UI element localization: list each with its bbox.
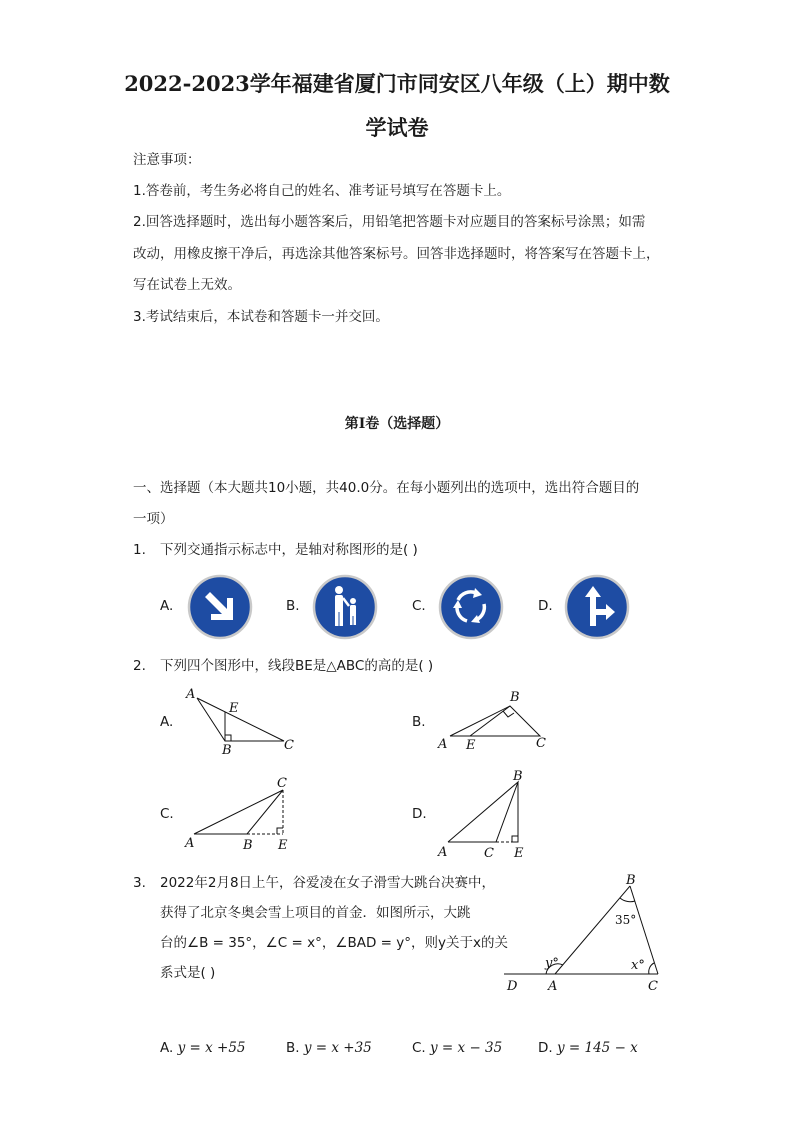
- q3-option-a: [160, 1040, 246, 1056]
- q3-option-b: [286, 1040, 372, 1056]
- notice-item-3: 3.考试结束后，本试卷和答题卡一并交回。: [133, 309, 389, 325]
- q2-figure-c: [180, 774, 310, 854]
- label-a: A: [438, 737, 448, 752]
- page-title: 2022-2023学年福建省厦门市同安区八年级（上）期中数: [124, 71, 670, 96]
- q3-option-d-letter: D.: [538, 1040, 553, 1056]
- label-a: A: [548, 979, 558, 994]
- notice-item-1: 1.答卷前，考生务必将自己的姓名、准考证号填写在答题卡上。: [133, 183, 511, 199]
- label-c: C: [484, 846, 494, 860]
- q1-option-a-label: A.: [160, 598, 174, 614]
- question-2-text: 下列四个图形中，线段BE是△ABC的高的是( ): [160, 658, 434, 674]
- label-a: A: [186, 687, 196, 702]
- notice-item-2-line3: 写在试卷上无效。: [133, 277, 241, 293]
- q3-option-d-expr: y = 145 − x: [556, 1040, 638, 1056]
- q1-option-d-label: D.: [538, 598, 553, 614]
- question-1-number: 1.: [133, 542, 146, 558]
- q3-option-b-letter: B.: [286, 1040, 300, 1056]
- question-3-text-line4: 系式是( ): [160, 965, 216, 981]
- pedestrians-icon: [312, 574, 378, 640]
- label-b: B: [510, 690, 520, 705]
- q2-option-b-label: B.: [412, 714, 426, 730]
- label-a: A: [185, 836, 195, 851]
- label-a: A: [438, 845, 448, 860]
- q2-option-a-label: A.: [160, 714, 174, 730]
- q2-figure-b: [432, 686, 562, 756]
- angle-x-label: x°: [631, 958, 645, 973]
- q1-option-b-label: B.: [286, 598, 300, 614]
- angle-b-value: 35°: [615, 913, 637, 927]
- q3-figure-triangle: [498, 870, 668, 995]
- label-e: E: [514, 846, 524, 860]
- notice-heading: 注意事项：: [133, 152, 201, 168]
- question-3-text-line1: 2022年2月8日上午，谷爱凌在女子滑雪大跳台决赛中，: [160, 875, 496, 891]
- question-2-number: 2.: [133, 658, 146, 674]
- q2-figure-d: [432, 768, 562, 860]
- q3-option-b-expr: y = x +35: [303, 1040, 372, 1056]
- q2-figure-a: [180, 684, 310, 756]
- label-d: D: [507, 979, 518, 994]
- label-b: B: [243, 838, 253, 853]
- q3-option-c: [412, 1040, 502, 1056]
- question-1-text: 下列交通指示标志中，是轴对称图形的是( ): [160, 542, 418, 558]
- diagonal-arrow-icon: [187, 574, 253, 640]
- label-b: B: [626, 873, 636, 888]
- label-c: C: [536, 736, 546, 751]
- q2-option-c-label: C.: [160, 806, 174, 822]
- straight-or-right-icon: [564, 574, 630, 640]
- q2-option-d-label: D.: [412, 806, 427, 822]
- notice-item-2-line1: 2.回答选择题时，选出每小题答案后，用铅笔把答题卡对应题目的答案标号涂黑；如需: [133, 214, 646, 230]
- notice-item-2-line2: 改动，用橡皮擦干净后，再选涂其他答案标号。回答非选择题时，将答案写在答题卡上，: [133, 246, 660, 262]
- label-c: C: [277, 776, 287, 791]
- q1-option-c-label: C.: [412, 598, 426, 614]
- label-e: E: [229, 701, 239, 716]
- q3-option-a-letter: A.: [160, 1040, 174, 1056]
- question-3-text-line3: 台的∠B = 35°，∠C = x°，∠BAD = y°，则y关于x的关: [160, 935, 508, 951]
- part-heading-line1: 一、选择题（本大题共10小题，共40.0分。在每小题列出的选项中，选出符合题目的: [133, 480, 640, 496]
- q3-option-d: [538, 1040, 638, 1056]
- label-b: B: [513, 769, 523, 784]
- section-title: 第Ⅰ卷（选择题）: [344, 416, 450, 432]
- page-title-continued: 学试卷: [365, 115, 429, 140]
- q3-option-a-expr: y = x +55: [177, 1040, 246, 1056]
- label-b: B: [222, 743, 232, 756]
- question-3-number: 3.: [133, 875, 146, 891]
- label-e: E: [466, 738, 476, 753]
- q3-option-c-letter: C.: [412, 1040, 426, 1056]
- q3-option-c-expr: y = x − 35: [430, 1040, 503, 1056]
- label-c: C: [648, 979, 658, 994]
- roundabout-icon: [438, 574, 504, 640]
- label-c: C: [284, 738, 294, 753]
- angle-y-label: y°: [545, 956, 559, 971]
- part-heading-line2: 一项）: [133, 511, 174, 527]
- question-3-text-line2: 获得了北京冬奥会雪上项目的首金．如图所示，大跳: [160, 905, 471, 921]
- label-e: E: [278, 838, 288, 853]
